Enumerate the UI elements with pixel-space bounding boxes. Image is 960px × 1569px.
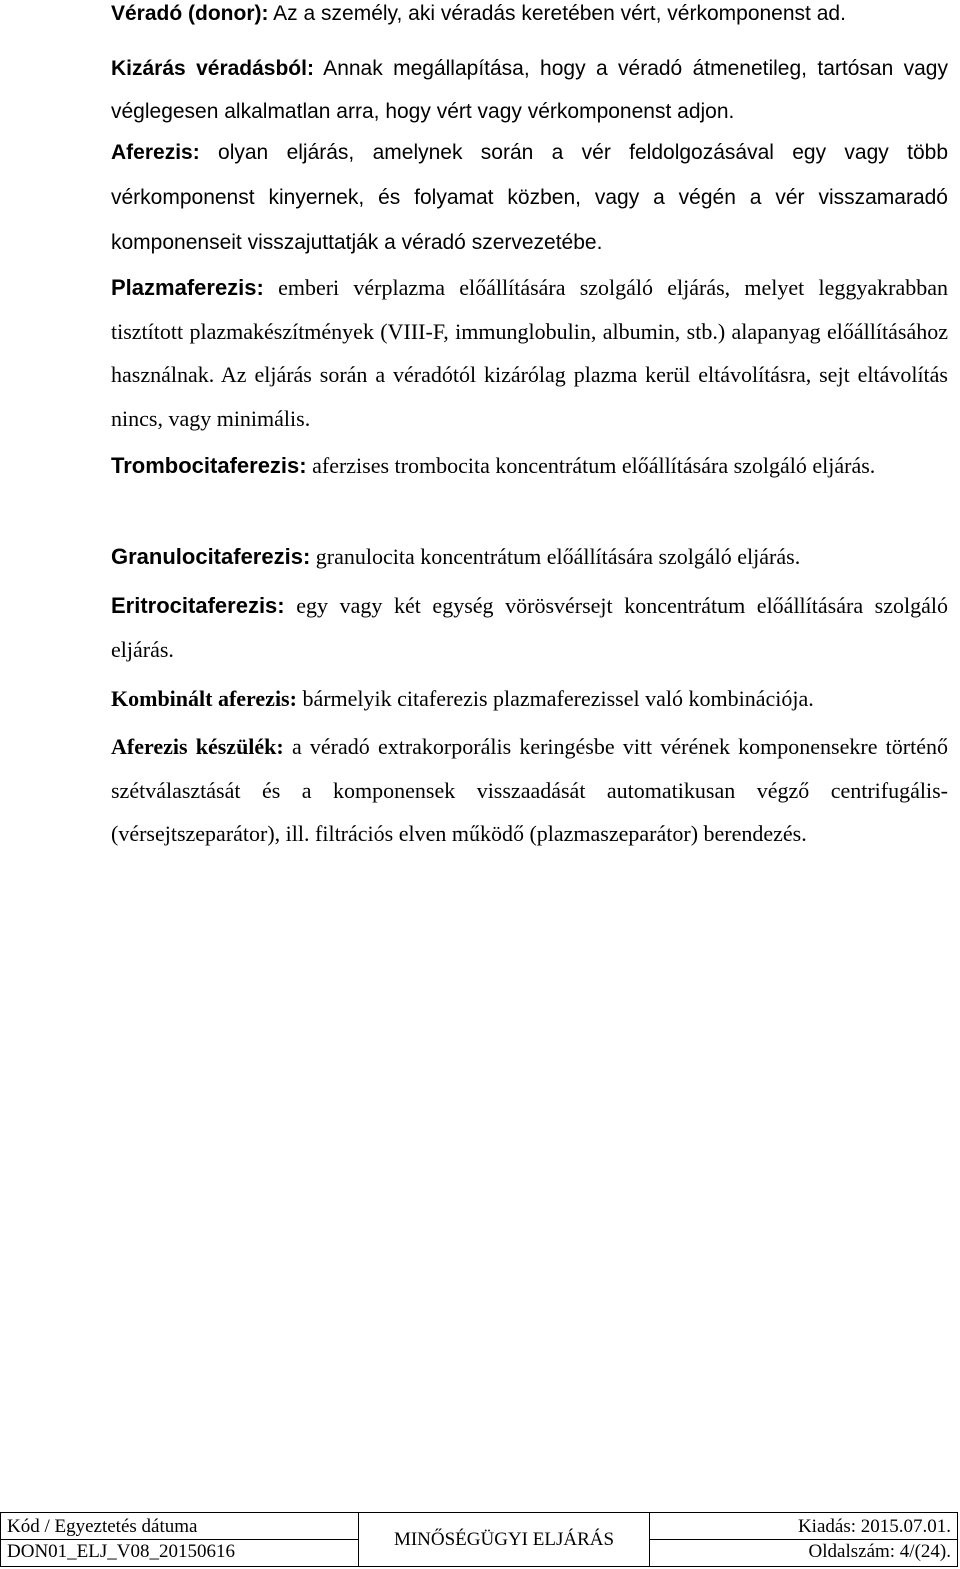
definition-term: Trombocitaferezis: — [111, 453, 307, 478]
footer-code-value: DON01_ELJ_V08_20150616 — [7, 1541, 235, 1562]
definition-text: egy vagy két egység vörösvérsejt koncentrátum előállítására szolgáló eljárás. — [111, 593, 948, 662]
definition-term: Eritrocitaferezis: — [111, 593, 285, 618]
definition-donor — [111, 0, 846, 27]
definition-term: Aferezis készülék: — [111, 734, 284, 759]
footer-issue-date: Kiadás: 2015.07.01. — [650, 1514, 957, 1540]
footer-issue-cell — [650, 1513, 958, 1567]
definition-plateletpheresis — [111, 444, 875, 488]
footer-code-cell — [1, 1513, 359, 1567]
definition-granulocytapheresis — [111, 535, 800, 579]
definition-term: Aferezis: — [111, 141, 200, 164]
footer-code-label: Kód / Egyeztetés dátuma — [1, 1514, 358, 1540]
footer-page-number: Oldalszám: 4/(24). — [808, 1541, 951, 1562]
definition-plasmapheresis — [111, 266, 948, 440]
definition-apheresis-device — [111, 725, 948, 856]
definition-text: aferzises trombocita koncentrátum előállítására szolgáló eljárás. — [306, 453, 876, 478]
definition-exclusion — [111, 47, 948, 133]
definition-text: Az a személy, aki véradás keretében vért, vérkomponenst ad. — [268, 2, 846, 25]
definition-text: a véradó extrakorporális keringésbe vitt vérének komponensekre történő szétválasztását és a komponensek visszaadását automatikusan végző centrifugális- (vérsejtszeparátor), ill. filtrációs elven működő (plazmaszeparátor) berendezés. — [111, 734, 948, 846]
definition-text: bármelyik citaferezis plazmaferezissel való kombinációja. — [296, 686, 814, 711]
footer-doc-type: MINŐSÉGÜGYI ELJÁRÁS — [359, 1513, 650, 1567]
definition-text: Annak megállapítása, hogy a véradó átmenetileg, tartósan vagy véglegesen alkalmatlan arra, hogy vért vagy vérkomponenst adjon. — [111, 57, 948, 123]
definition-combined-apheresis — [111, 677, 814, 721]
definition-erythrocytapheresis — [111, 584, 948, 672]
definition-text: granulocita koncentrátum előállítására szolgáló eljárás. — [310, 544, 801, 569]
definition-text: emberi vérplazma előállítására szolgáló eljárás, melyet leggyakrabban tisztított plazmakészítmények (VIII-F, immunglobulin, albumin, stb.) alapanyag előállításához használnak. Az eljárás során a véradótól kizárólag plazma kerül eltávolításra, sejt eltávolítás nincs, vagy minimális. — [111, 275, 948, 431]
definition-term: Véradó (donor): — [111, 2, 269, 25]
definition-text: olyan eljárás, amelynek során a vér feldolgozásával egy vagy több vérkomponenst kinyernek, és folyamat közben, vagy a végén a vér visszamaradó komponenseit visszajuttatják a véradó szervezetébe. — [111, 141, 948, 254]
definition-term: Granulocitaferezis: — [111, 544, 311, 569]
definition-apheresis — [111, 130, 948, 265]
definition-term: Plazmaferezis: — [111, 275, 264, 300]
definition-term: Kombinált aferezis: — [111, 686, 297, 711]
definition-term: Kizárás véradásból: — [111, 57, 314, 80]
document-footer — [0, 1512, 958, 1567]
